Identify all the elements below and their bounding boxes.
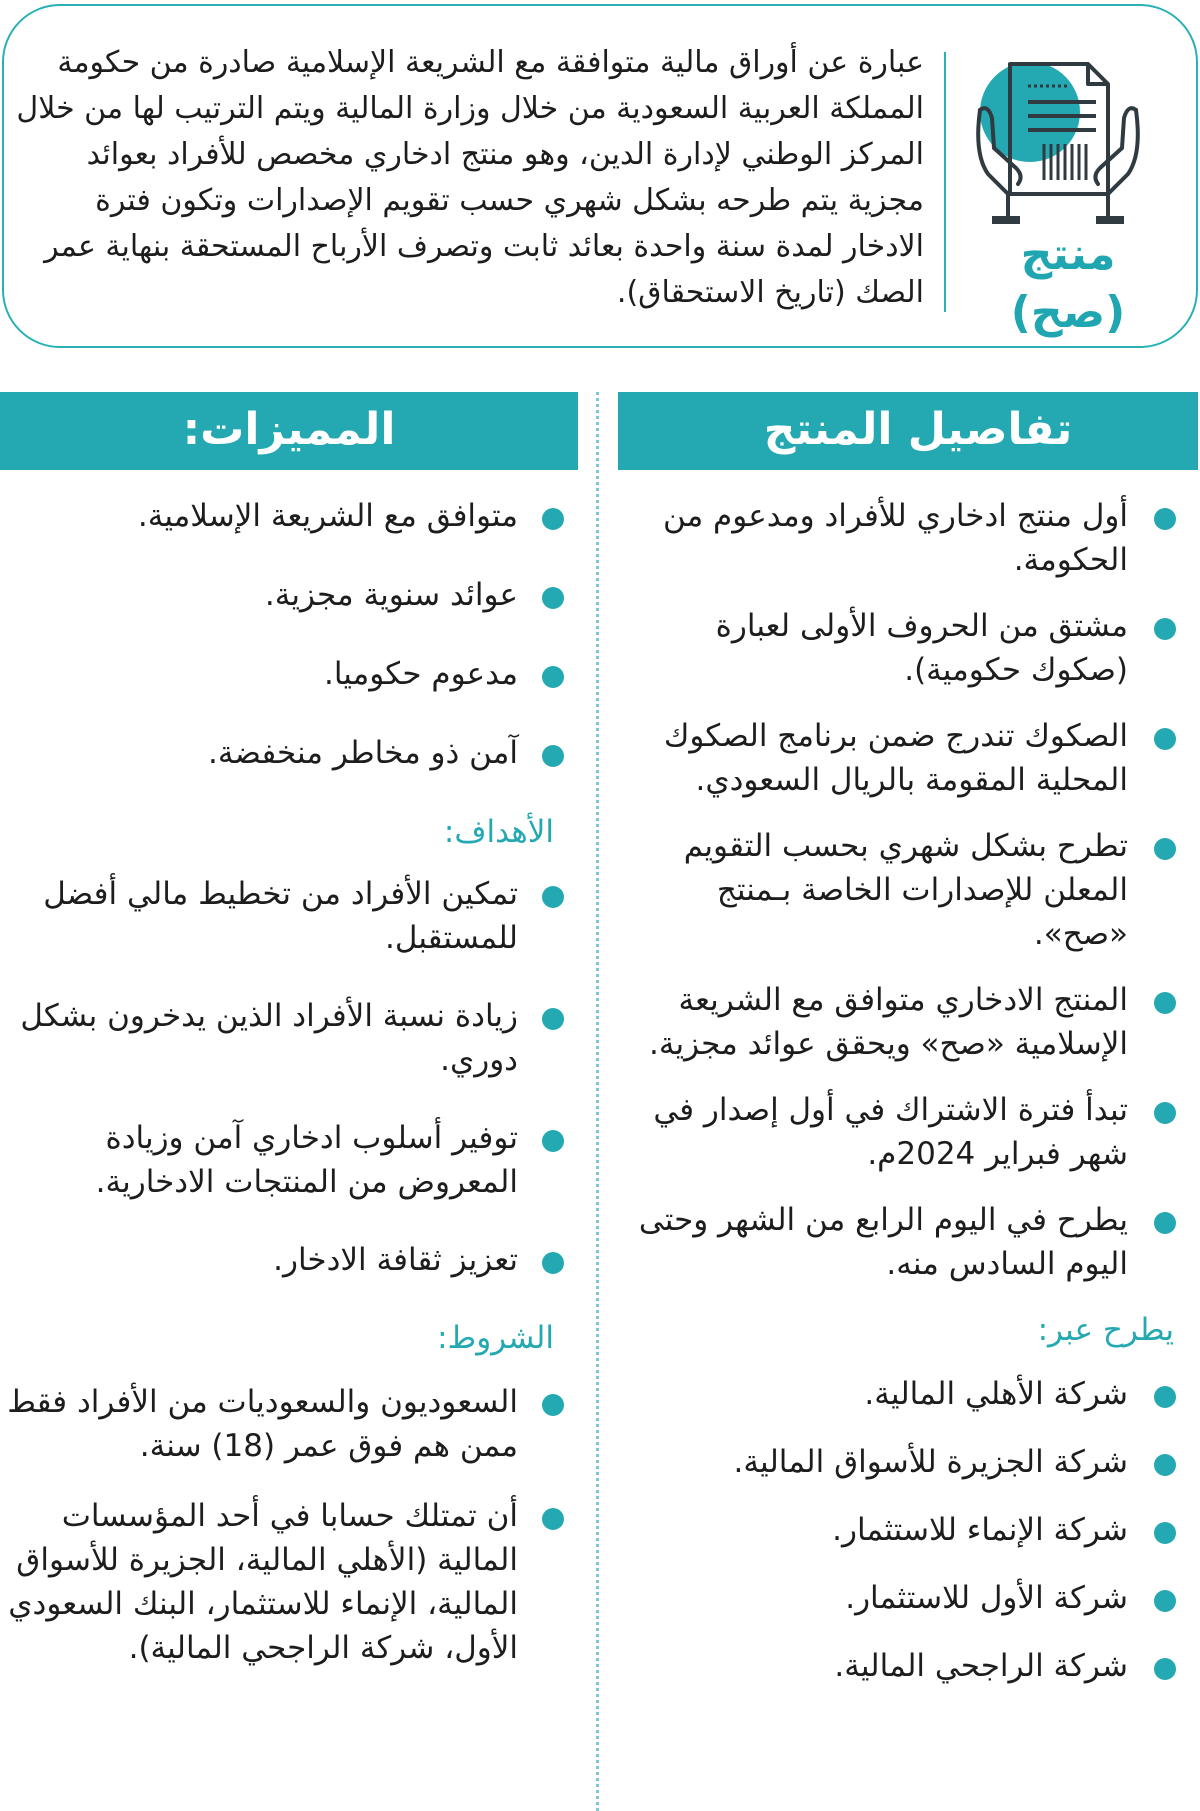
bullet-dot-icon <box>1154 1454 1176 1476</box>
bullet-dot-icon <box>542 1394 564 1416</box>
bullet-dot-icon <box>542 886 564 908</box>
product-details-header: تفاصيل المنتج <box>618 392 1198 470</box>
product-details-list <box>618 494 1198 1286</box>
conditions-list <box>0 1380 578 1670</box>
bullet-dot-icon <box>1154 1522 1176 1544</box>
goals-list <box>0 872 578 1282</box>
bullet-dot-icon <box>542 1130 564 1152</box>
list-item: أول منتج ادخاري للأفراد ومدعوم من الحكومة. <box>618 494 1198 582</box>
document-in-hands-icon <box>958 44 1158 234</box>
list-item: توفير أسلوب ادخاري آمن وزيادة المعروض من المنتجات الادخارية. <box>0 1116 578 1204</box>
intro-divider <box>944 52 946 312</box>
intro-box <box>2 4 1198 348</box>
list-item: شركة الإنماء للاستثمار. <box>618 1508 1198 1552</box>
bullet-dot-icon <box>1154 508 1176 530</box>
bullet-dot-icon <box>1154 728 1176 750</box>
bullet-dot-icon <box>1154 1386 1176 1408</box>
features-column <box>0 392 578 1696</box>
list-item: مشتق من الحروف الأولى لعبارة (صكوك حكومية). <box>618 604 1198 692</box>
list-item: مدعوم حكوميا. <box>0 652 578 696</box>
bullet-dot-icon <box>542 666 564 688</box>
goals-heading: الأهداف: <box>443 814 554 850</box>
offered-via-list <box>618 1372 1198 1688</box>
conditions-heading: الشروط: <box>437 1320 554 1356</box>
bullet-dot-icon <box>542 1008 564 1030</box>
list-item: زيادة نسبة الأفراد الذين يدخرون بشكل دوري. <box>0 994 578 1082</box>
list-item: آمن ذو مخاطر منخفضة. <box>0 731 578 775</box>
features-header: المميزات: <box>0 392 578 470</box>
bullet-dot-icon <box>1154 838 1176 860</box>
list-item: شركة الأول للاستثمار. <box>618 1576 1198 1620</box>
column-divider <box>596 392 599 1811</box>
list-item: السعوديون والسعوديات من الأفراد فقط ممن هم فوق عمر (18) سنة. <box>0 1380 578 1468</box>
list-item: شركة الأهلي المالية. <box>618 1372 1198 1416</box>
list-item: متوافق مع الشريعة الإسلامية. <box>0 494 578 538</box>
bullet-dot-icon <box>1154 1658 1176 1680</box>
bullet-dot-icon <box>542 745 564 767</box>
list-item: تمكين الأفراد من تخطيط مالي أفضل للمستقبل. <box>0 872 578 960</box>
bullet-dot-icon <box>1154 992 1176 1014</box>
bullet-dot-icon <box>1154 1102 1176 1124</box>
bullet-dot-icon <box>542 508 564 530</box>
list-item: الصكوك تندرج ضمن برنامج الصكوك المحلية المقومة بالريال السعودي. <box>618 714 1198 802</box>
bullet-dot-icon <box>542 1252 564 1274</box>
bullet-dot-icon <box>1154 1212 1176 1234</box>
product-name: منتج (صح) <box>1010 229 1126 338</box>
list-item: عوائد سنوية مجزية. <box>0 573 578 617</box>
bullet-dot-icon <box>542 1508 564 1530</box>
bullet-dot-icon <box>1154 618 1176 640</box>
bullet-dot-icon <box>542 587 564 609</box>
list-item: تبدأ فترة الاشتراك في أول إصدار في شهر فبراير 2024م. <box>618 1088 1198 1176</box>
list-item: شركة الراجحي المالية. <box>618 1644 1198 1688</box>
product-details-column <box>618 392 1198 1712</box>
list-item: شركة الجزيرة للأسواق المالية. <box>618 1440 1198 1484</box>
list-item: تعزيز ثقافة الادخار. <box>0 1238 578 1282</box>
offered-via-heading: يطرح عبر: <box>1037 1312 1174 1348</box>
list-item: تطرح بشكل شهري بحسب التقويم المعلن للإصدارات الخاصة بـمنتج «صح». <box>618 824 1198 956</box>
list-item: يطرح في اليوم الرابع من الشهر وحتى اليوم السادس منه. <box>618 1198 1198 1286</box>
intro-description: عبارة عن أوراق مالية متوافقة مع الشريعة الإسلامية صادرة من حكومة المملكة العربية السعودية من خلال وزارة المالية ويتم الترتيب لها من خلال المركز الوطني لإدارة الدين، وهو منتج ادخاري مخصص للأفراد بعوائد مجزية يتم طرحه بشكل شهري حسب تقويم الإصدارات وتكون فترة الادخار لمدة سنة واحدة بعائد ثابت وتصرف الأرباح المستحقة بنهاية عمر الصك (تاريخ الاستحقاق). <box>16 45 924 310</box>
bullet-dot-icon <box>1154 1590 1176 1612</box>
features-list <box>0 494 578 775</box>
list-item: المنتج الادخاري متوافق مع الشريعة الإسلامية «صح» ويحقق عوائد مجزية. <box>618 978 1198 1066</box>
list-item: أن تمتلك حسابا في أحد المؤسسات المالية (الأهلي المالية، الجزيرة للأسواق المالية، الإنماء للاستثمار، البنك السعودي الأول، شركة الراجحي المالية). <box>0 1494 578 1670</box>
